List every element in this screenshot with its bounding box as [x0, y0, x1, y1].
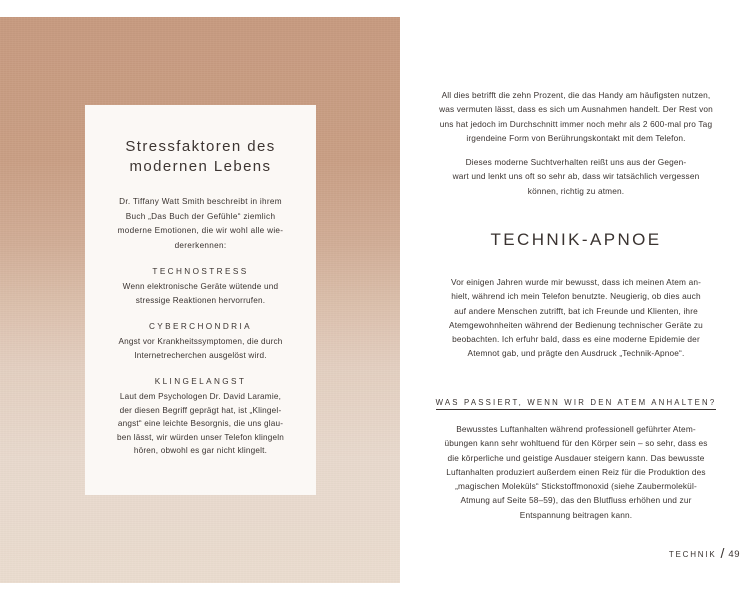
body-paragraph: Dieses moderne Suchtverhalten reißt uns aus der Gegen- wart und lenkt uns oft so sehr ab, dass wir tatsächlich vergessen können, richtig zu atmen. — [452, 157, 700, 196]
subheading — [400, 398, 752, 407]
card-intro: Dr. Tiffany Watt Smith beschreibt in ihrem Buch „Das Buch der Gefühle“ ziemlich moderne Emotionen, die wir wohl alle wie- dererkennen: — [117, 197, 284, 250]
running-head: TECHNIK — [668, 550, 717, 559]
left-page — [0, 17, 400, 583]
term-heading: KLINGELANGST — [154, 377, 247, 386]
card-title: Stressfaktoren des modernen Lebens — [125, 138, 276, 175]
page-footer — [400, 544, 740, 560]
body-paragraph: Bewusstes Luftanhalten während professionell geführter Atem- übungen kann sehr wohltuend für den Körper sein – so sehr, dass es die körperliche und geistige Ausdauer steigern kann. Das bewusste Luftanhalten produziert außerdem einen Reiz für die Produktion des „magischen Moleküls“ Stickstoffmonoxid (siehe Zaubermolekül- Atmung auf Seite 58–59), das den Blutfluss erhöhen und zur Entspannung beitragen kann. — [444, 424, 708, 520]
body-paragraph: Vor einigen Jahren wurde mir bewusst, dass ich meinen Atem an- hielt, während ich mein Telefon benutzte. Neugierig, ob dies auch auf andere Menschen zutrifft, bat ich Freunde und Klienten, ihre Atemgewohnheiten während der Bedienung technischer Geräte zu beobachten. Ich erfuhr bald, dass es eine moderne Epidemie der Atemnot gab, und prägte den Ausdruck „Technik-Apnoe“. — [449, 277, 703, 359]
term-description: Laut dem Psychologen Dr. David Laramie, der diesen Begriff geprägt hat, ist „Klingel- angst“ eine leichte Besorgnis, die uns glau- ben lässt, wir würden unser Telefon klingeln hören, obwohl es gar nicht klingelt. — [116, 392, 285, 455]
body-paragraph: All dies betrifft die zehn Prozent, die das Handy am häufigsten nutzen, was vermuten lässt, dass es sich um Ausnahmen handelt. Der Rest von uns hat jedoch im Durchschnitt immer noch mehr als 2 600-mal pro Tag irgendeine Form von Berührungskontakt mit dem Telefon. — [439, 90, 713, 143]
footer-slash: / — [720, 545, 725, 561]
info-card — [85, 105, 316, 495]
term-heading: TECHNOSTRESS — [152, 267, 249, 276]
term-heading: CYBERCHONDRIA — [148, 322, 253, 331]
right-page — [400, 17, 752, 583]
section-title: TECHNIK-APNOE — [490, 230, 662, 249]
subheading-text: WAS PASSIERT, WENN WIR DEN ATEM ANHALTEN? — [436, 398, 717, 410]
term-description: Wenn elektronische Geräte wütende und stressige Reaktionen hervorrufen. — [122, 282, 279, 305]
page-number: 49 — [728, 549, 740, 560]
term-description: Angst vor Krankheitssymptomen, die durch Internetrecherchen ausgelöst wird. — [118, 337, 283, 360]
